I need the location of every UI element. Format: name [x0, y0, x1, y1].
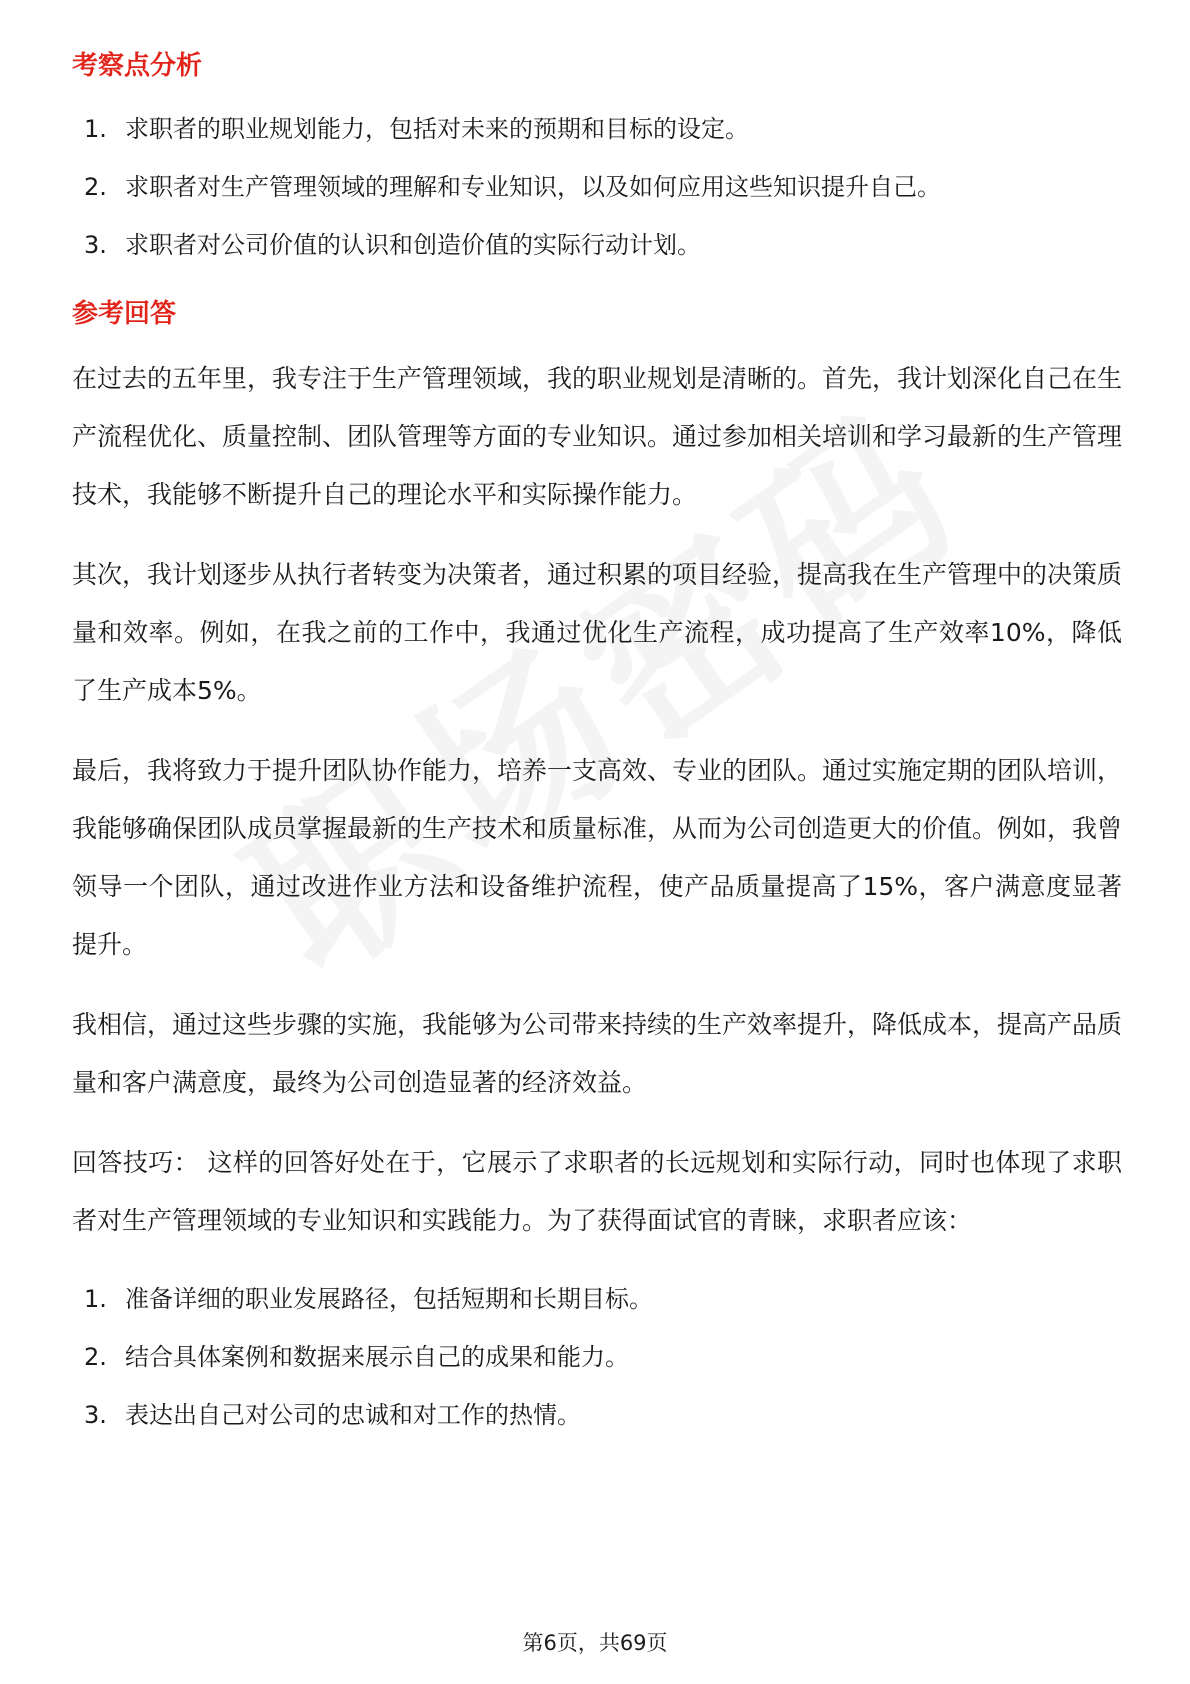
- answer-heading: 参考回答: [72, 299, 177, 329]
- answer-paragraph: 在过去的五年里，我专注于生产管理领域，我的职业规划是清晰的。首先，我计划深化自己在生产流程优化、质量控制、团队管理等方面的专业知识。通过参加相关培训和学习最新的生产管理技术，我能够不断提升自己的理论水平和实际操作能力。: [72, 364, 1123, 509]
- page-footer: [0, 1628, 1190, 1658]
- list-number: 2.: [84, 173, 107, 201]
- list-text: 表达出自己对公司的忠诚和对工作的热情。: [125, 1401, 581, 1429]
- list-item: [72, 1270, 1122, 1328]
- tips-list: [72, 1270, 1122, 1444]
- page-number: 第6页，共69页: [522, 1631, 668, 1655]
- list-text: 结合具体案例和数据来展示自己的成果和能力。: [125, 1343, 629, 1371]
- answer-paragraph: 最后，我将致力于提升团队协作能力，培养一支高效、专业的团队。通过实施定期的团队培训，我能够确保团队成员掌握最新的生产技术和质量标准，从而为公司创造更大的价值。例如，我曾领导一个团队，通过改进作业方法和设备维护流程，使产品质量提高了15%，客户满意度显著提升。: [72, 756, 1123, 959]
- list-text: 求职者对生产管理领域的理解和专业知识，以及如何应用这些知识提升自己。: [125, 173, 941, 201]
- list-item: [72, 1386, 1122, 1444]
- list-text: 准备详细的职业发展路径，包括短期和长期目标。: [125, 1285, 653, 1313]
- list-number: 3.: [84, 1401, 107, 1429]
- document-content: [72, 46, 1122, 1444]
- list-item: [72, 1328, 1122, 1386]
- list-item: [72, 158, 1122, 216]
- list-number: 1.: [84, 1285, 107, 1313]
- list-item: [72, 100, 1122, 158]
- list-number: 3.: [84, 231, 107, 259]
- list-number: 1.: [84, 115, 107, 143]
- list-number: 2.: [84, 1343, 107, 1371]
- tips-paragraph: 回答技巧： 这样的回答好处在于，它展示了求职者的长远规划和实际行动，同时也体现了求职者对生产管理领域的专业知识和实践能力。为了获得面试官的青睐，求职者应该：: [72, 1148, 1122, 1235]
- answer-paragraph: 其次，我计划逐步从执行者转变为决策者，通过积累的项目经验，提高我在生产管理中的决策质量和效率。例如，在我之前的工作中，我通过优化生产流程，成功提高了生产效率10%，降低了生产成本5%。: [72, 560, 1123, 705]
- list-text: 求职者的职业规划能力，包括对未来的预期和目标的设定。: [125, 115, 749, 143]
- list-text: 求职者对公司价值的认识和创造价值的实际行动计划。: [125, 231, 701, 259]
- analysis-heading: 考察点分析: [72, 51, 203, 81]
- answer-paragraph: 我相信，通过这些步骤的实施，我能够为公司带来持续的生产效率提升，降低成本，提高产品质量和客户满意度，最终为公司创造显著的经济效益。: [72, 1010, 1123, 1097]
- analysis-list: [72, 100, 1122, 274]
- list-item: [72, 216, 1122, 274]
